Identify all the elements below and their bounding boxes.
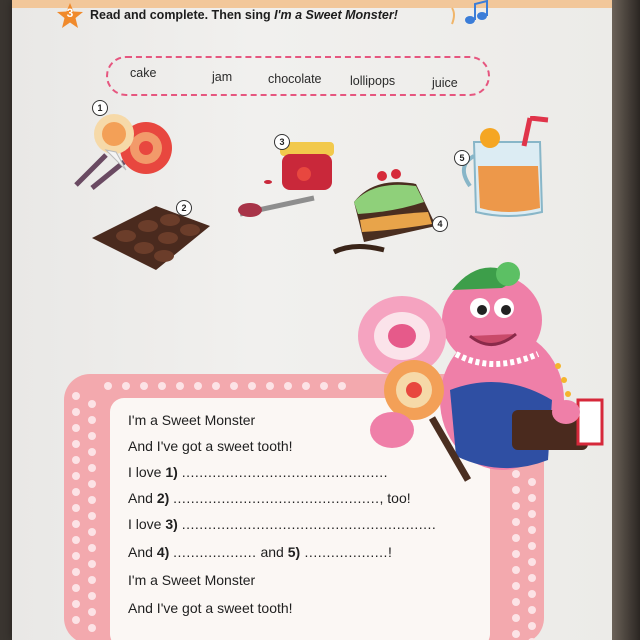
song-line-2: And I've got a sweet tooth! [128,438,293,454]
word-juice: juice [432,76,458,90]
song-line-7: I'm a Sweet Monster [128,572,256,588]
frame-dot [320,382,328,390]
song-line-3: I love 1) ............................................... [128,464,389,480]
frame-dot [72,568,80,576]
frame-dot [528,526,536,534]
frame-dot [72,616,80,624]
frame-dot [528,510,536,518]
frame-dot [72,536,80,544]
frame-dot [512,518,520,526]
frame-dot [528,574,536,582]
frame-dot [512,630,520,638]
frame-dot [528,606,536,614]
blank-2-label: 2) [156,490,170,506]
frame-dot [72,408,80,416]
blank-5-label: 5) [287,544,301,560]
frame-dot [88,416,96,424]
song-line-6: And 4) ................... and 5) ...................! [128,544,392,560]
book-edge [612,0,640,640]
frame-dot [72,472,80,480]
music-note-icon [448,0,488,30]
frame-dot [72,552,80,560]
frame-dot [230,382,238,390]
frame-dot [72,424,80,432]
frame-dot [72,520,80,528]
blank-4-label: 4) [156,544,170,560]
frame-dot [338,382,346,390]
blank-2[interactable]: ............................................... [173,490,380,506]
song-title: I'm a Sweet Monster! [274,8,398,22]
frame-dot [72,600,80,608]
picture-chocolate [86,196,226,281]
frame-dot [158,382,166,390]
frame-dot [88,512,96,520]
frame-dot [88,480,96,488]
frame-dot [72,488,80,496]
frame-dot [88,608,96,616]
frame-dot [88,576,96,584]
frame-dot [140,382,148,390]
word-lollipops: lollipops [350,74,396,88]
frame-dot [302,382,310,390]
frame-dot [88,560,96,568]
blank-4[interactable]: ................... [173,544,257,560]
frame-dot [512,550,520,558]
frame-dot [266,382,274,390]
frame-dot [88,544,96,552]
frame-dot [528,494,536,502]
picture-lollipops [56,100,186,205]
frame-dot [88,400,96,408]
frame-dot [88,624,96,632]
frame-dot [512,566,520,574]
chocolate-icon [86,196,226,276]
picture-number-4: 4 [432,216,448,232]
blank-1-label: 1) [165,464,178,480]
frame-dot [528,542,536,550]
frame-dot [88,592,96,600]
textbook-page [12,0,620,640]
frame-dot [212,382,220,390]
frame-dot [88,496,96,504]
frame-dot [512,502,520,510]
frame-dot [72,504,80,512]
frame-dot [528,590,536,598]
song-line-5: I love 3) .......................................................... [128,516,437,532]
exercise-number: 3 [66,6,74,20]
song-line-1: I'm a Sweet Monster [128,412,256,428]
frame-dot [88,448,96,456]
frame-dot [122,382,130,390]
word-chocolate: chocolate [268,72,322,86]
frame-dot [528,558,536,566]
picture-number-3: 3 [274,134,290,150]
word-jam: jam [212,70,233,84]
frame-dot [194,382,202,390]
frame-dot [72,440,80,448]
song-line-8: And I've got a sweet tooth! [128,600,293,616]
instruction-text: Read and complete. Then sing [90,8,275,22]
frame-dot [104,382,112,390]
cake-icon [324,162,454,262]
blank-3[interactable]: .......................................................... [181,516,437,532]
picture-number-5: 5 [454,150,470,166]
frame-dot [88,464,96,472]
frame-dot [176,382,184,390]
word-cake: cake [130,66,157,80]
juice-icon [450,116,560,226]
frame-dot [72,456,80,464]
sweet-monster-illustration [352,250,612,490]
frame-dot [72,584,80,592]
exercise-number-badge [56,2,84,30]
frame-dot [512,614,520,622]
picture-number-2: 2 [176,200,192,216]
exercise-instruction [90,8,398,22]
frame-dot [512,534,520,542]
picture-number-1: 1 [92,100,108,116]
blank-3-label: 3) [165,516,178,532]
blank-5[interactable]: ................... [300,544,388,560]
frame-dot [284,382,292,390]
frame-dot [88,432,96,440]
frame-dot [512,582,520,590]
frame-dot [248,382,256,390]
lollipops-icon [56,100,186,200]
frame-dot [512,598,520,606]
blank-1[interactable]: ............................................... [181,464,389,480]
song-line-4: And 2) ..............................................., too! [128,490,411,506]
picture-juice [450,116,560,231]
frame-dot [88,528,96,536]
top-color-bar [12,0,620,8]
frame-dot [72,392,80,400]
frame-dot [528,622,536,630]
